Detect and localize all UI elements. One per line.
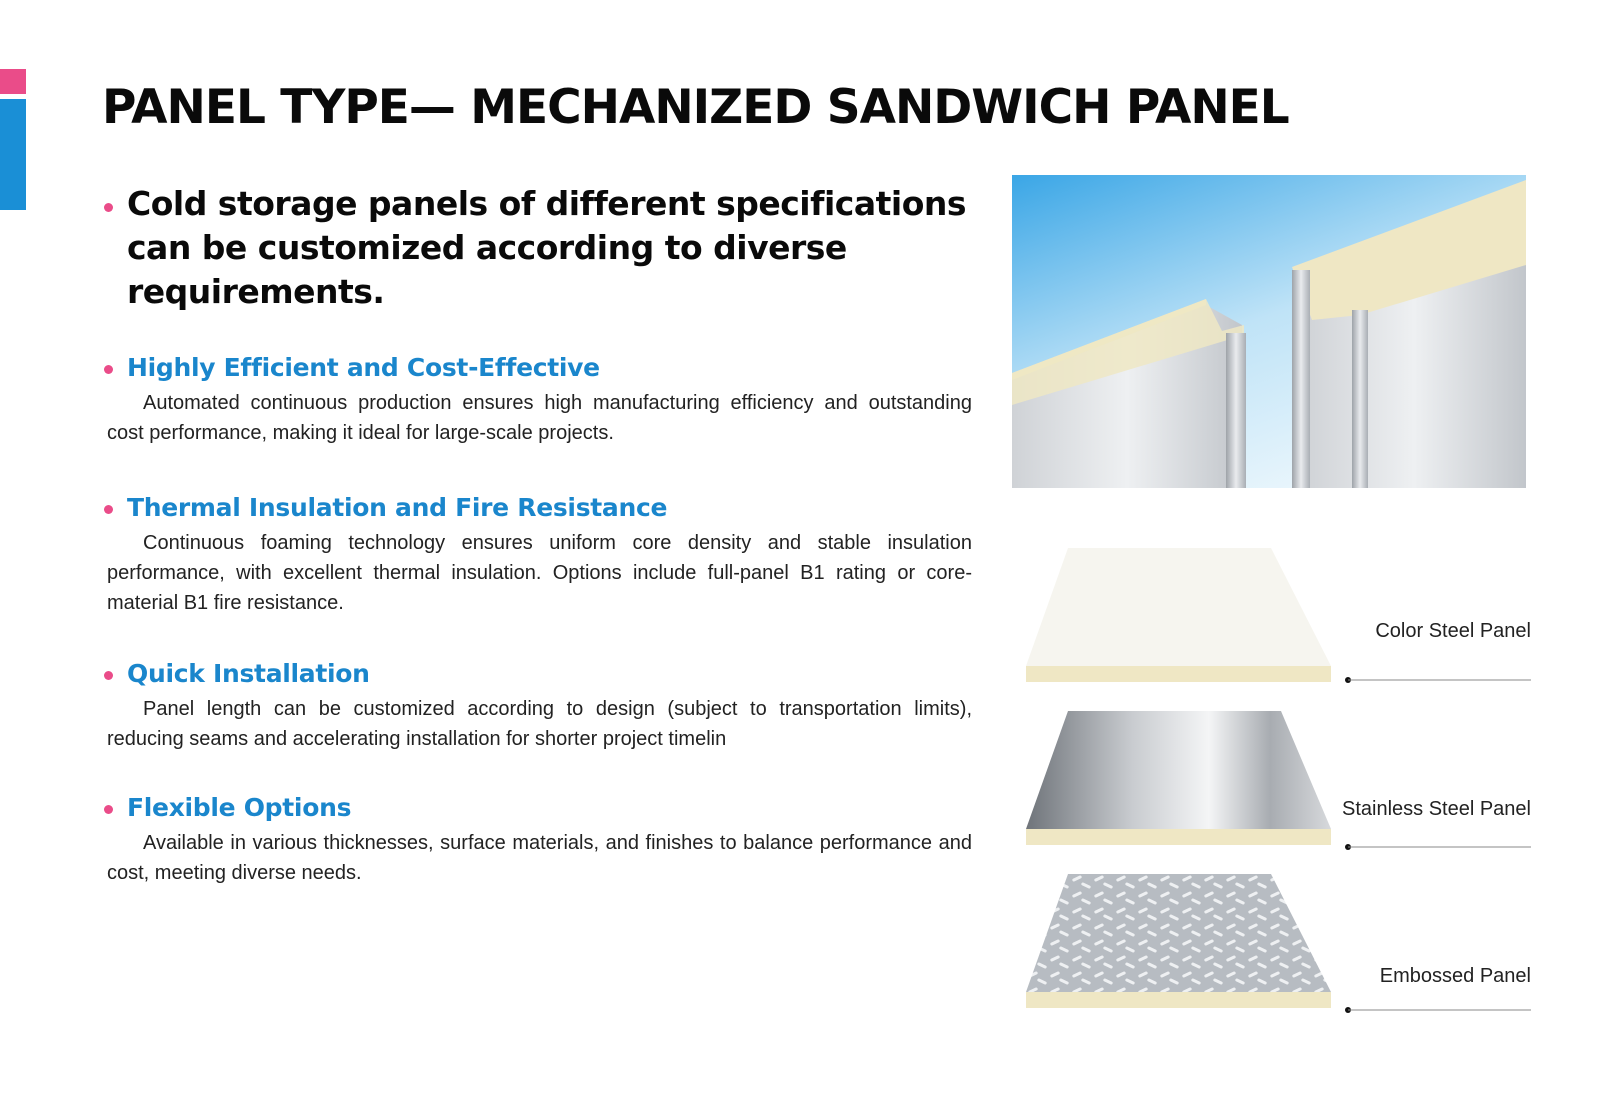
bullet-dot: [104, 671, 113, 680]
stainless-steel-panel-label: Stainless Steel Panel: [1341, 798, 1531, 820]
panel-joint-image: [1012, 175, 1526, 488]
bullet-dot: [104, 805, 113, 814]
feature-title: Quick Installation: [127, 659, 370, 688]
feature-insulation: [102, 492, 972, 618]
bullet-dot: [104, 365, 113, 374]
feature-title: Highly Efficient and Cost-Effective: [127, 353, 600, 382]
lead-text: Cold storage panels of different specifications can be customized according to diverse requirements.: [127, 184, 967, 311]
bullet-dot: [104, 203, 113, 212]
stainless-steel-panel-image: [1026, 711, 1331, 849]
page-title: PANEL TYPE— MECHANIZED SANDWICH PANEL: [102, 80, 1289, 135]
feature-body: Automated continuous production ensures high manufacturing efficiency and outstanding cost performance, making it ideal for large-scale projects.: [107, 392, 972, 444]
edge-accent-pink: [0, 69, 26, 94]
lead-bullet: [102, 182, 982, 314]
feature-efficiency: [102, 352, 972, 448]
callout-line: [1345, 1005, 1531, 1015]
embossed-panel-label: Embossed Panel: [1379, 965, 1531, 987]
bullet-dot: [104, 505, 113, 514]
feature-body: Panel length can be customized according to design (subject to transportation limits), reducing seams and accelerating installation for shorter project timelin: [107, 698, 972, 750]
feature-title: Thermal Insulation and Fire Resistance: [127, 493, 668, 522]
color-steel-panel-image: [1026, 548, 1331, 686]
feature-body: Continuous foaming technology ensures uniform core density and stable insulation performance, with excellent thermal insulation. Options include full-panel B1 rating or core-material B1 fire resistance.: [107, 532, 972, 614]
color-steel-panel-label: Color Steel Panel: [1375, 620, 1531, 642]
feature-installation: [102, 658, 972, 754]
callout-line: [1345, 675, 1531, 685]
feature-options: [102, 792, 972, 888]
feature-body: Available in various thicknesses, surface materials, and finishes to balance performance and cost, meeting diverse needs.: [107, 832, 972, 884]
edge-accent-blue: [0, 99, 26, 210]
embossed-panel-image: [1026, 874, 1331, 1012]
feature-title: Flexible Options: [127, 793, 352, 822]
callout-line: [1345, 842, 1531, 852]
